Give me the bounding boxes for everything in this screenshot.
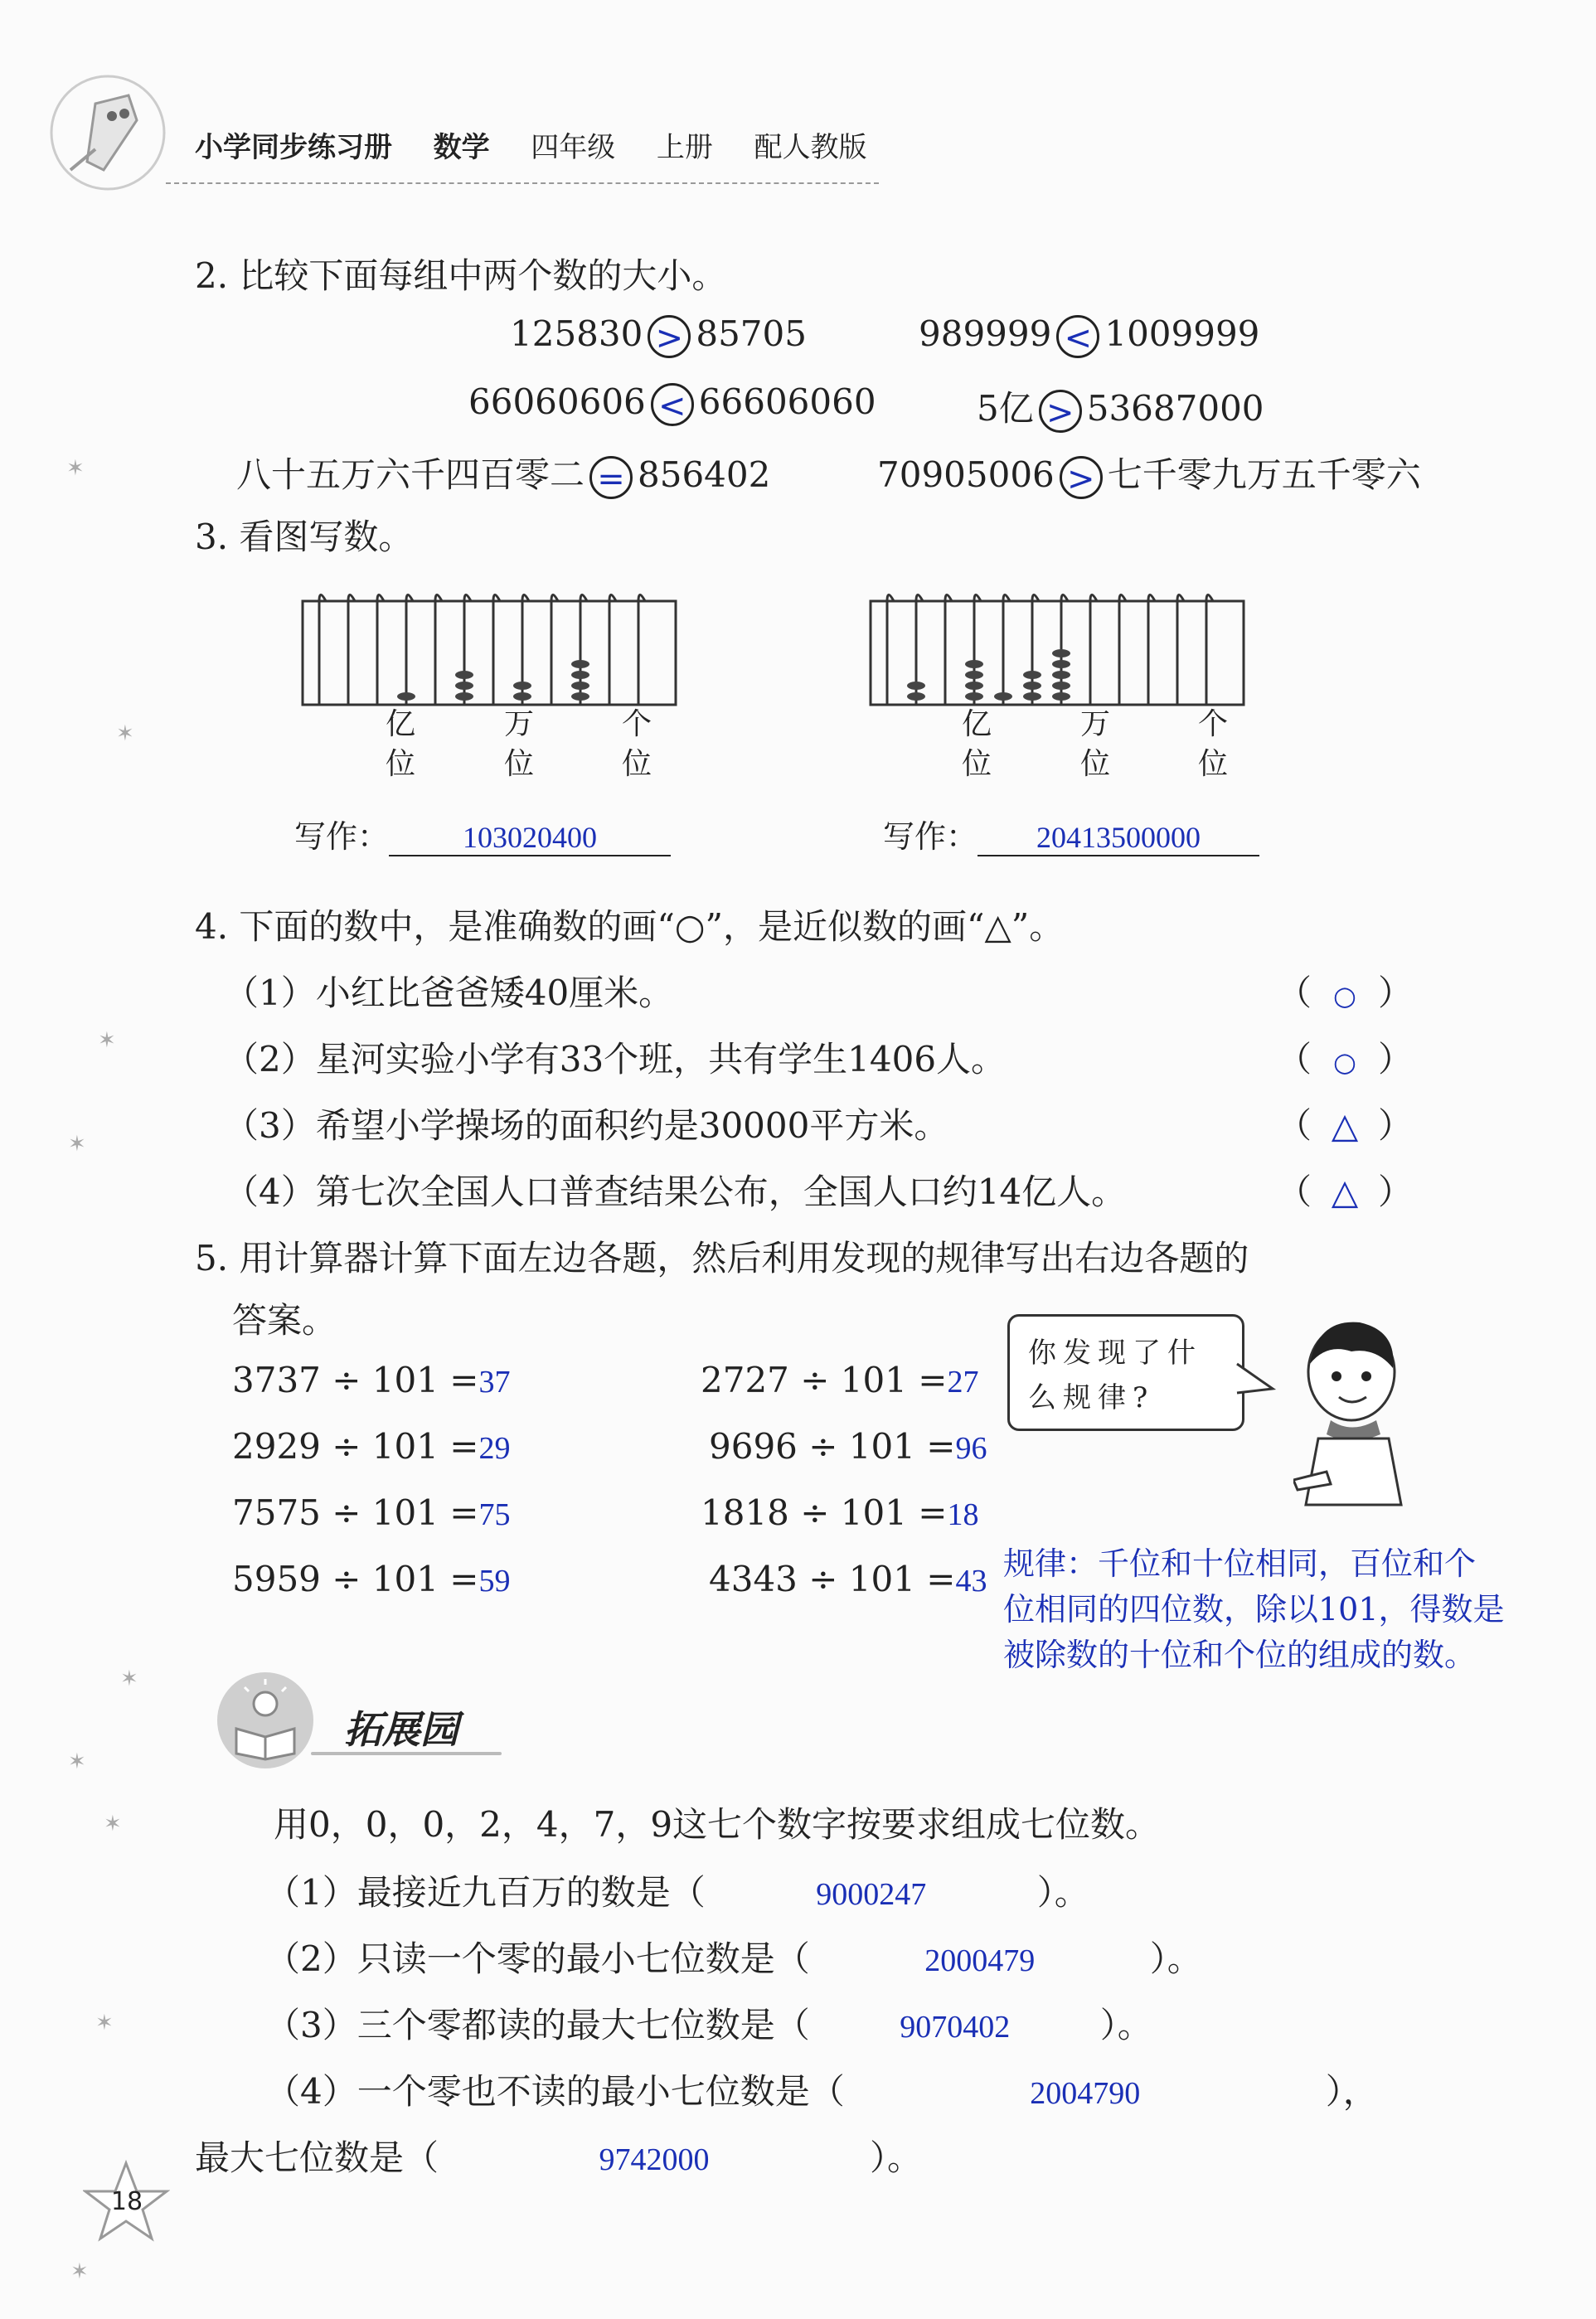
bead [1052, 682, 1070, 690]
pencil-mascot-icon [46, 70, 170, 195]
abacus-right [866, 585, 1248, 709]
bead [1023, 671, 1041, 679]
q2-row3-left: 八十五万六千四百零二 = 856402 [236, 454, 771, 498]
bead [965, 660, 983, 668]
compare-circle: > [648, 315, 691, 358]
q5-right-1: 2727 ÷ 101 =27 [701, 1360, 979, 1400]
bead [571, 682, 589, 690]
abacus-left-wei-2: 位 [504, 747, 535, 781]
star-icon: ✶ [66, 456, 85, 481]
star-icon: ✶ [68, 1132, 86, 1157]
header-grade: 四年级 [531, 131, 616, 164]
q4-mark-3: △ [1331, 1105, 1359, 1146]
abacus-left [298, 585, 680, 709]
q3-write-left: 写作： 103020400 [294, 811, 671, 856]
bead [1023, 692, 1041, 701]
bead [907, 692, 925, 701]
ext-item-5: 最大七位数是（ 9742000 ）。 [195, 2137, 923, 2178]
section-banner [195, 1662, 502, 1778]
header-divider [166, 182, 879, 184]
bead [455, 692, 473, 701]
bubble-line1: 你发现了什 [1028, 1337, 1202, 1370]
bead [1052, 671, 1070, 679]
q2-row1-right: 989999 < 1009999 [919, 313, 1260, 357]
q2-row2-left: 66060606 < 66606060 [468, 381, 876, 425]
star-icon: ✶ [68, 1749, 86, 1774]
compare-circle: > [1060, 456, 1103, 499]
q4-mark-1: ○ [1333, 980, 1356, 1012]
q4-mark-4: △ [1331, 1172, 1359, 1212]
ext-item-1: （1）最接近九百万的数是（ 9000247 ）。 [265, 1872, 1089, 1913]
bead [455, 671, 473, 679]
q4-paren-2: （ ○ ） [1277, 1039, 1414, 1079]
header-volume: 上册 [656, 131, 713, 164]
star-icon: ✶ [98, 1028, 116, 1053]
q4-mark-2: ○ [1333, 1046, 1356, 1078]
q4-item-3: （3）希望小学操场的面积约是30000平方米。 [224, 1105, 949, 1146]
bead [965, 682, 983, 690]
compare-circle: = [589, 456, 633, 499]
book-bulb-icon [211, 1666, 319, 1774]
rule-line3: 被除数的十位和个位的组成的数。 [1003, 1637, 1477, 1673]
bubble-line2: 么规律? [1028, 1381, 1155, 1414]
q4-item-2: （2）星河实验小学有33个班，共有学生1406人。 [224, 1039, 1007, 1079]
compare-circle: > [1039, 390, 1082, 433]
bead [513, 692, 531, 701]
star-icon: ✶ [95, 2011, 114, 2035]
star-icon: ✶ [70, 2259, 89, 2284]
q5-title-line2: 答案。 [232, 1300, 337, 1341]
bead [965, 671, 983, 679]
q5-title-line1: 5. 用计算器计算下面左边各题，然后利用发现的规律写出右边各题的 [195, 1238, 1249, 1278]
q5-left-3: 7575 ÷ 101 =75 [232, 1492, 511, 1533]
q2-row3-right: 70905006 > 七千零九万五千零六 [877, 454, 1421, 498]
star-icon: ✶ [116, 721, 134, 746]
speech-bubble [1007, 1314, 1244, 1431]
section-title: 拓展园 [344, 1707, 458, 1752]
abacus-left-label-wan: 万 [504, 707, 535, 741]
abacus-right-label-wan: 万 [1080, 707, 1111, 741]
q4-paren-1: （ ○ ） [1277, 973, 1414, 1013]
ext-item-3: （3）三个零都读的最大七位数是（ 9070402 ）。 [265, 2005, 1152, 2045]
bead [571, 671, 589, 679]
q5-left-4: 5959 ÷ 101 =59 [232, 1559, 511, 1599]
bead [1052, 649, 1070, 657]
header-book: 小学同步练习册 [195, 131, 392, 164]
bead [397, 692, 415, 701]
header-edition: 配人教版 [754, 131, 867, 164]
header-subject: 数学 [433, 131, 490, 164]
bead [994, 692, 1012, 701]
q4-item-4: （4）第七次全国人口普查结果公布，全国人口约14亿人。 [224, 1172, 1127, 1212]
abacus-left-label-yi: 亿 [386, 707, 416, 741]
bead [513, 682, 531, 690]
bubble-tail [1235, 1360, 1277, 1401]
q2-row1-left: 125830 > 85705 [510, 313, 807, 357]
star-icon: ✶ [120, 1666, 138, 1691]
abacus-left-wei-1: 位 [386, 747, 416, 781]
q3-write-right: 写作： 20413500000 [883, 811, 1259, 856]
q5-right-3: 1818 ÷ 101 =18 [701, 1492, 979, 1533]
q2-row2-right: 5亿 > 53687000 [977, 388, 1264, 432]
rule-line1: 规律：千位和十位相同，百位和个 [1003, 1545, 1477, 1582]
q3-title: 3. 看图写数。 [195, 517, 414, 557]
section-underline [311, 1752, 502, 1755]
boy-illustration-icon [1293, 1314, 1409, 1509]
bead [1023, 682, 1041, 690]
q4-title: 4. 下面的数中，是准确数的画“○”，是近似数的画“△”。 [195, 906, 1065, 947]
ext-item-2: （2）只读一个零的最小七位数是（ 2000479 ）。 [265, 1938, 1202, 1979]
q4-paren-4: （ △ ） [1277, 1172, 1414, 1212]
compare-circle: < [1056, 315, 1099, 358]
rule-line2: 位相同的四位数，除以101，得数是 [1003, 1591, 1505, 1628]
q5-left-2: 2929 ÷ 101 =29 [232, 1426, 511, 1467]
abacus-right-wei-3: 位 [1198, 747, 1229, 781]
abacus-left-wei-3: 位 [622, 747, 652, 781]
ext-item-4: （4）一个零也不读的最小七位数是（ 2004790 ）， [265, 2071, 1378, 2112]
q3-answer-2: 20413500000 [977, 820, 1259, 856]
q4-paren-3: （ △ ） [1277, 1105, 1414, 1146]
q5-right-2: 9696 ÷ 101 =96 [709, 1426, 987, 1467]
abacus-right-label-yi: 亿 [962, 707, 992, 741]
header [0, 0, 1596, 216]
star-icon: ✶ [104, 1812, 122, 1836]
bead [455, 682, 473, 690]
q4-item-1: （1）小红比爸爸矮40厘米。 [224, 973, 674, 1013]
bead [965, 692, 983, 701]
ext-intro: 用0，0，0，2，4，7，9这七个数字按要求组成七位数。 [274, 1804, 1161, 1845]
compare-circle: < [651, 383, 694, 426]
bead [571, 660, 589, 668]
q5-left-1: 3737 ÷ 101 =37 [232, 1360, 511, 1400]
bead [907, 682, 925, 690]
q3-answer-1: 103020400 [389, 820, 671, 856]
q2-title: 2. 比较下面每组中两个数的大小。 [195, 255, 727, 296]
abacus-right-wei-1: 位 [962, 747, 992, 781]
bead [1052, 660, 1070, 668]
abacus-left-label-ge: 个 [622, 707, 652, 741]
bead [571, 692, 589, 701]
q5-right-4: 4343 ÷ 101 =43 [709, 1559, 987, 1599]
abacus-right-wei-2: 位 [1080, 747, 1111, 781]
bead [1052, 692, 1070, 701]
abacus-right-label-ge: 个 [1198, 707, 1229, 741]
page-number: 18 [110, 2187, 143, 2216]
